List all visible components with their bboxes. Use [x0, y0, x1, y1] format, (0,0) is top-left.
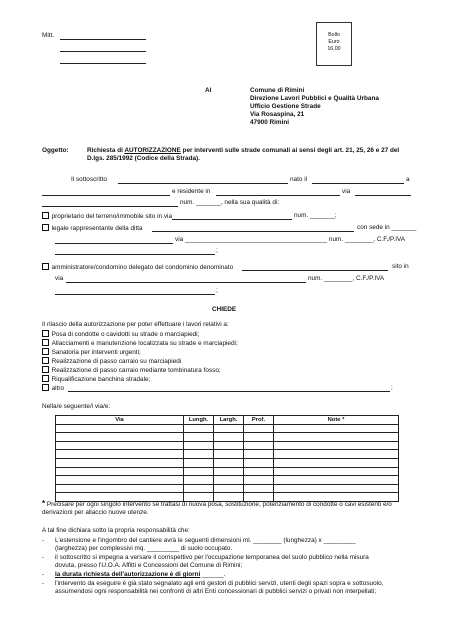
work-checkbox-4[interactable] [42, 357, 49, 364]
work-checkbox-6[interactable] [42, 375, 49, 382]
condominio-num-cf: num. ________, C.F./P.IVA [308, 275, 385, 282]
subject-line-1 [87, 147, 399, 155]
table-row [56, 450, 399, 459]
work-checkbox-7[interactable] [42, 384, 49, 391]
sender-address-line[interactable] [60, 51, 146, 52]
table-cell[interactable] [56, 476, 184, 485]
table-cell[interactable] [244, 433, 274, 442]
birth-date-field[interactable] [312, 183, 404, 184]
sender-city-line[interactable] [60, 63, 146, 64]
recipient-line-1: Comune di Rimini [250, 87, 305, 94]
table-cell[interactable] [244, 484, 274, 493]
chiede-heading: CHIEDE [212, 306, 237, 313]
table-cell[interactable] [56, 458, 184, 467]
table-cell[interactable] [214, 441, 244, 450]
bullet-dash-3: - [42, 571, 45, 578]
table-row [56, 484, 399, 493]
table-cell[interactable] [56, 441, 184, 450]
table-cell[interactable] [274, 424, 399, 433]
work-label-7: altro [51, 385, 65, 393]
bullet-2-line-2: dovuta, presso l'U.O.A. Affitti e Concessioni del Comune di Rimini; [55, 562, 243, 569]
work-label-3: Sanatoria per interventi urgenti; [51, 349, 141, 357]
option-proprietario [42, 212, 172, 221]
option-amministratore [42, 263, 233, 272]
table-cell[interactable] [184, 476, 214, 485]
table-cell[interactable] [214, 467, 244, 476]
footnote-star: * [42, 499, 46, 508]
sender-name-line[interactable] [60, 39, 146, 40]
table-cell[interactable] [184, 467, 214, 476]
subject-prefix: Richiesta di [87, 147, 125, 154]
condominio-cf-field[interactable] [55, 294, 215, 295]
bullet-3-tail: ______. [200, 571, 226, 578]
con-sede-label: con sede in _______ [357, 224, 417, 231]
table-cell[interactable] [214, 424, 244, 433]
work-option-1 [42, 330, 199, 339]
bullet-dash-1: - [42, 537, 45, 544]
work-option-6 [42, 375, 150, 384]
table-cell[interactable] [274, 458, 399, 467]
table-cell[interactable] [244, 476, 274, 485]
condominio-via-label: via [55, 275, 64, 282]
condominio-name-field[interactable] [242, 270, 388, 271]
recipient-line-4: Via Rosaspina, 21 [250, 111, 305, 118]
table-cell[interactable] [214, 476, 244, 485]
table-cell[interactable] [184, 441, 214, 450]
subject-line-2: D.lgs. 285/1992 (Codice della Strada). [87, 155, 200, 162]
table-cell[interactable] [244, 450, 274, 459]
sito-in-label: sito in [392, 263, 409, 270]
nato-il-label: nato il [290, 176, 308, 183]
table-cell[interactable] [274, 484, 399, 493]
work-label-4: Realizzazione di passo carraio su marciapiedi [51, 358, 182, 366]
option-legale [42, 224, 143, 233]
work-label-2: Allacciamenti e manutenzione localizzata su strade e marciapiedi; [51, 340, 238, 348]
sottoscritto-label: Il sottoscritto [71, 176, 107, 183]
declaration-intro: A tal fine dichiara sotto la propria responsabilità che: [42, 527, 190, 534]
amministratore-label: amministratore/condomino delegato del condominio denominato [51, 264, 234, 272]
amministratore-checkbox[interactable] [42, 263, 49, 270]
table-cell[interactable] [274, 450, 399, 459]
bullet-2-line-1: il sottoscritto si impegna a versare il corrispettivo per l'occupazione temporanea del suolo pubblico nella misura [55, 554, 369, 561]
table-cell[interactable] [56, 450, 184, 459]
table-cell[interactable] [244, 458, 274, 467]
stamp-line-1: Bollo [328, 32, 340, 38]
work-label-1: Posa di condotte o cavidotti su strade o marciapiedi; [51, 331, 200, 339]
bullet-dash-2: - [42, 554, 45, 561]
col-header-via: Via [56, 416, 184, 425]
work-label-5: Realizzazione di passo carraio mediante tombinatura fosso; [51, 367, 221, 375]
table-cell[interactable] [184, 433, 214, 442]
ditta-semicolon: ; [216, 247, 218, 254]
work-option-4 [42, 357, 181, 366]
table-row [56, 433, 399, 442]
table-cell[interactable] [214, 433, 244, 442]
proprietario-label: proprietario del terreno/immobile sito in via [51, 213, 173, 221]
table-cell[interactable] [244, 441, 274, 450]
proprietario-street-field[interactable] [172, 219, 292, 220]
table-row [56, 458, 399, 467]
stamp-line-3: 16,00 [327, 45, 341, 52]
table-row [56, 476, 399, 485]
bullet-4-line-1: l'intervento da eseguire è già stato segnalato agli enti gestori di pubblici servizi, utenti degli spazi sopra e sottosuolo, [55, 580, 384, 587]
recipient-line-2: Direzione Lavori Pubblici e Qualità Urbana [250, 95, 379, 102]
recipient-line-5: 47900 Rimini [250, 119, 290, 126]
col-header-largh: Largh. [214, 416, 244, 425]
col-header-lungh: Lungh. [184, 416, 214, 425]
table-row [56, 467, 399, 476]
table-cell[interactable] [56, 467, 184, 476]
table-cell[interactable] [184, 424, 214, 433]
proprietario-checkbox[interactable] [42, 212, 49, 219]
ditta-name-field[interactable] [152, 231, 354, 232]
table-cell[interactable] [274, 467, 399, 476]
col-header-prof: Prof. [244, 416, 274, 425]
footnote-text-1: Precisare per ogni singolo intervento se trattasi di nuova posa, sostituzione, potenziamento di condotte o cavi esistenti e/o [45, 501, 392, 508]
table-cell[interactable] [214, 484, 244, 493]
residente-label: e residente in [172, 188, 211, 195]
subject-rest: per interventi sulle strade comunali ai sensi degli art. 21, 25, 26 e 27 del [180, 147, 400, 154]
bullet-3 [55, 571, 225, 579]
table-cell[interactable] [274, 441, 399, 450]
work-option-5 [42, 366, 221, 375]
table-cell[interactable] [214, 450, 244, 459]
bullet-1-line-2: (larghezza) per complessivi mq. _________ di suolo occupato. [55, 545, 233, 552]
table-header-row [56, 416, 399, 425]
table-cell[interactable] [56, 433, 184, 442]
table-cell[interactable] [274, 476, 399, 485]
residence-city-field[interactable] [216, 195, 340, 196]
via-label: via [342, 188, 351, 195]
altro-field[interactable] [68, 391, 390, 392]
work-checkbox-1[interactable] [42, 330, 49, 337]
table-row [56, 441, 399, 450]
num-qualita-label: num. _______, nella sua qualità di: [180, 199, 280, 206]
bullet-4-line-2: assumendosi ogni responsabilità nei confronti di altri Enti concessionari di pubblici servizi o privati non interpellati; [55, 588, 377, 595]
work-label-6: Riqualificazione banchina stradale; [51, 376, 151, 384]
table-cell[interactable] [184, 450, 214, 459]
table-row [56, 424, 399, 433]
footnote-line-2: derivazioni per allaccio nuove utenze. [42, 509, 149, 516]
a-label: a [406, 176, 410, 183]
legale-label: legale rappresentante della ditta [51, 225, 143, 233]
birth-place-field[interactable] [42, 195, 170, 196]
work-option-7 [42, 384, 64, 393]
table-cell[interactable] [244, 467, 274, 476]
legale-checkbox[interactable] [42, 224, 49, 231]
table-cell[interactable] [244, 424, 274, 433]
work-option-3 [42, 348, 141, 357]
bullet-dash-4: - [42, 580, 45, 587]
footnote-line-1 [42, 500, 392, 509]
recipient-al: Al [205, 87, 212, 94]
bullet-3-text: la durata richiesta dell'autorizzazione è di giorni [55, 571, 201, 578]
subject-label: Oggetto: [42, 147, 69, 154]
streets-table [55, 415, 399, 502]
table-cell[interactable] [184, 484, 214, 493]
work-checkbox-3[interactable] [42, 348, 49, 355]
ditta-via-num-cf: via ________________________________________ num. ________, C.F./P.IVA [175, 236, 406, 243]
residence-street-field-2[interactable] [42, 206, 178, 207]
table-caption: Nella/e seguente/i via/e: [42, 403, 111, 410]
stamp-line-2: Euro [328, 38, 340, 45]
work-checkbox-5[interactable] [42, 366, 49, 373]
work-option-2 [42, 339, 238, 348]
recipient-line-3: Ufficio Gestione Strade [250, 103, 321, 110]
subject-keyword: AUTORIZZAZIONE [124, 147, 181, 154]
condominio-street-field[interactable] [66, 282, 306, 283]
chiede-intro: Il rilascio della autorizzazione per poter effettuare i lavori relativi a: [42, 321, 229, 328]
revenue-stamp-box [316, 22, 352, 66]
condominio-semicolon: ; [216, 287, 218, 294]
sottoscritto-name-field[interactable] [118, 183, 288, 184]
table-cell[interactable] [56, 484, 184, 493]
table-cell[interactable] [274, 433, 399, 442]
altro-semicolon: ; [391, 384, 393, 391]
sender-label: Mitt. [42, 32, 55, 39]
table-cell[interactable] [184, 458, 214, 467]
ditta-cf-field[interactable] [55, 254, 215, 255]
table-cell[interactable] [56, 424, 184, 433]
bullet-1-line-1: L'estensione e l'ingombro del cantiere avrà le seguenti dimensioni ml. ________ (lunghezza) x _________ [55, 537, 356, 544]
work-checkbox-2[interactable] [42, 339, 49, 346]
proprietario-num-label: num. _______; [294, 212, 337, 219]
table-cell[interactable] [214, 458, 244, 467]
residence-street-field[interactable] [355, 195, 411, 196]
col-header-note: Note * [274, 416, 399, 425]
ditta-city-field[interactable] [55, 243, 173, 244]
